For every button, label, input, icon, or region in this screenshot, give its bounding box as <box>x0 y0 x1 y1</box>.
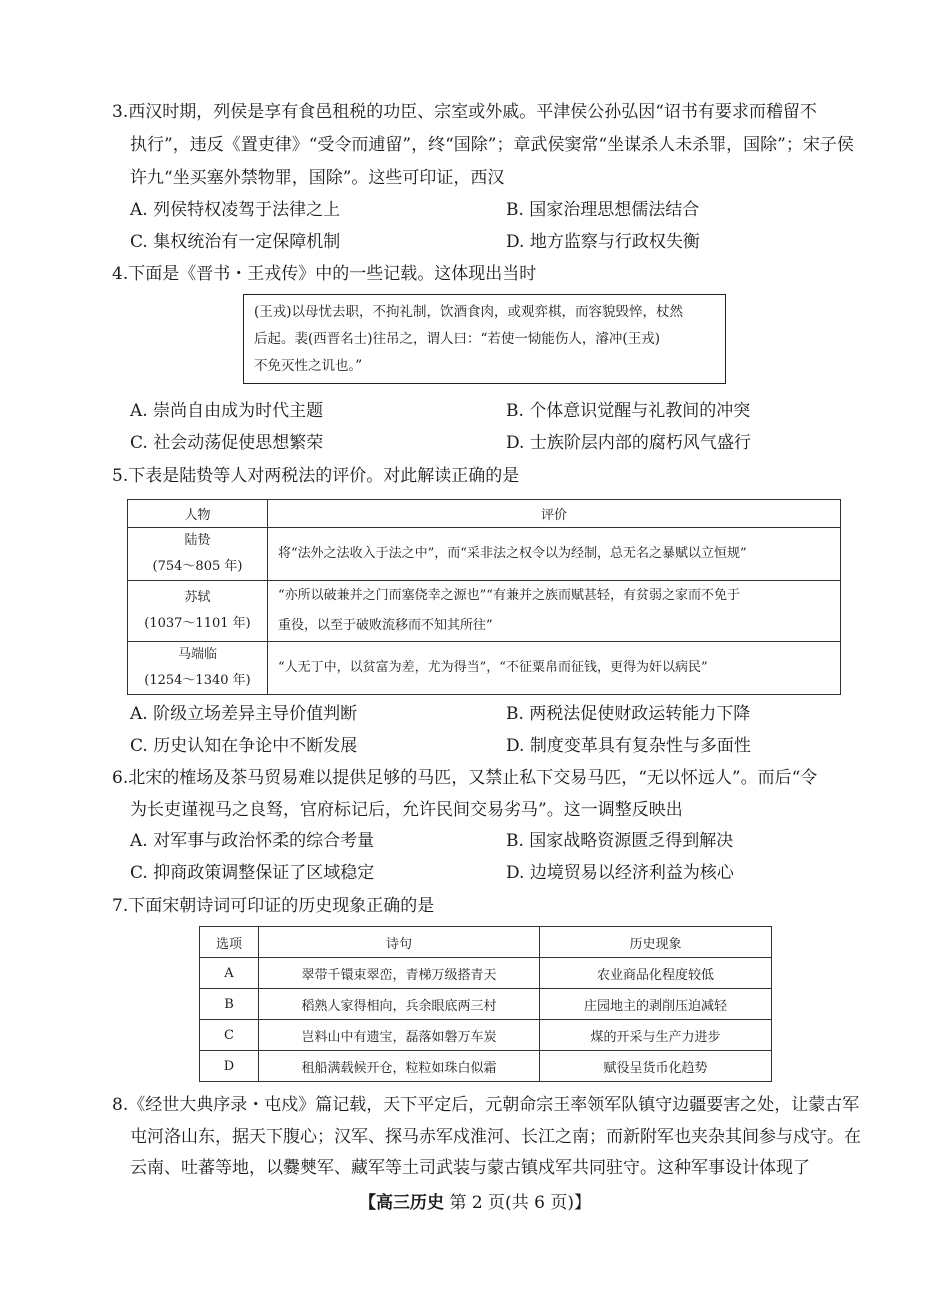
person-years: (1037～1101 年) <box>144 616 251 631</box>
poem-cell: 岂料山中有遗宝，磊落如磐万车炭 <box>259 1020 540 1051</box>
q5-option-d: D. 制度变革具有复杂性与多面性 <box>506 736 751 756</box>
option-cell: D <box>200 1051 259 1082</box>
q4-option-b: B. 个体意识觉醒与礼教间的冲突 <box>506 401 751 421</box>
q8-line-3: 云南、吐蕃等地，以爨僰军、藏军等土司武装与蒙古镇戍军共同驻守。这种军事设计体现了 <box>130 1158 810 1178</box>
table-row <box>128 528 841 581</box>
q5-option-b: B. 两税法促使财政运转能力下降 <box>506 704 751 724</box>
person-years: (754～805 年) <box>152 559 243 574</box>
poem-cell: 租船满载候开仓，粒粒如珠白似霜 <box>259 1051 540 1082</box>
person-cell <box>128 581 268 642</box>
option-cell: C <box>200 1020 259 1051</box>
person-name: 陆贽 <box>184 533 211 548</box>
q4-quote-box <box>243 294 726 384</box>
poem-cell: 翠带千镮束翠峦，青梯万级搭青天 <box>259 958 540 989</box>
q6-option-b: B. 国家战略资源匮乏得到解决 <box>506 831 734 851</box>
poem-cell: 稻熟人家得相向，兵余眼底两三村 <box>259 989 540 1020</box>
phenomenon-cell: 赋役呈货币化趋势 <box>540 1051 772 1082</box>
table-row <box>200 1020 772 1051</box>
footer-page-number: 第 2 页(共 6 页)】 <box>449 1193 591 1213</box>
person-cell <box>128 642 268 695</box>
q3-option-b: B. 国家治理思想儒法结合 <box>506 200 700 220</box>
footer-subject: 【高三历史 <box>359 1193 445 1213</box>
person-years: (1254～1340 年) <box>144 673 251 688</box>
eval-cell <box>268 642 841 695</box>
q6-line-2: 为长吏谨视马之良驽，官府标记后，允许民间交易劣马”。这一调整反映出 <box>130 800 683 820</box>
q5-table <box>127 499 841 695</box>
q4-quote-line-1: (王戎)以母忧去职，不拘礼制，饮酒食肉，或观弈棋，而容貌毁悴，杖然 <box>254 304 684 320</box>
q4-quote-line-2: 后起。裴(西晋名士)往吊之，谓人曰：“若使一恸能伤人，濬冲(王戎) <box>254 331 660 347</box>
eval-cell <box>268 528 841 581</box>
option-cell: A <box>200 958 259 989</box>
q4-option-c: C. 社会动荡促使思想繁荣 <box>130 433 324 453</box>
q6-line-1: 6.北宋的榷场及茶马贸易难以提供足够的马匹，又禁止私下交易马匹，“无以怀远人”。而后“令 <box>112 768 818 788</box>
header-poem: 诗句 <box>259 927 540 958</box>
q3-option-c: C. 集权统治有一定保障机制 <box>130 232 341 252</box>
q8-line-2: 屯河洛山东，据天下腹心；汉军、探马赤军戍淮河、长江之南；而新附军也夹杂其间参与戍守。在 <box>130 1127 861 1147</box>
table-row <box>128 581 841 642</box>
page-footer <box>0 1188 950 1218</box>
header-eval: 评价 <box>268 500 841 528</box>
phenomenon-cell: 煤的开采与生产力进步 <box>540 1020 772 1051</box>
person-name: 苏轼 <box>184 590 211 605</box>
q7-table <box>199 926 772 1082</box>
header-option: 选项 <box>200 927 259 958</box>
q4-option-d: D. 士族阶层内部的腐朽风气盛行 <box>506 433 751 453</box>
q7-stem: 7.下面宋朝诗词可印证的历史现象正确的是 <box>112 896 435 916</box>
person-cell <box>128 528 268 581</box>
q6-option-d: D. 边境贸易以经济利益为核心 <box>506 863 734 883</box>
eval-line: “人无丁中，以贫富为差，尤为得当”，“不征粟帛而征钱，更得为奸以病民” <box>278 660 708 675</box>
q4-option-a: A. 崇尚自由成为时代主题 <box>130 401 324 421</box>
table-header-row <box>200 927 772 958</box>
header-phenomenon: 历史现象 <box>540 927 772 958</box>
table-row <box>128 642 841 695</box>
phenomenon-cell: 庄园地主的剥削压迫减轻 <box>540 989 772 1020</box>
q5-stem: 5.下表是陆贽等人对两税法的评价。对此解读正确的是 <box>112 466 520 486</box>
eval-line: 重役，以至于破败流移而不知其所往” <box>278 618 493 633</box>
q6-option-a: A. 对军事与政治怀柔的综合考量 <box>130 831 375 851</box>
eval-line: “亦所以破兼并之门而塞侥幸之源也”“有兼并之族而赋甚轻，有贫弱之家而不免于 <box>278 588 740 603</box>
q4-stem: 4.下面是《晋书・王戎传》中的一些记载。这体现出当时 <box>112 264 537 284</box>
q4-quote-line-3: 不免灭性之讥也。” <box>254 358 363 374</box>
table-row <box>200 1051 772 1082</box>
q3-line-3: 许九“坐买塞外禁物罪，国除”。这些可印证，西汉 <box>130 168 505 188</box>
table-row <box>200 958 772 989</box>
q3-line-2: 执行”，违反《置吏律》“受令而逋留”，终“国除”；章武侯窦常“坐谋杀人未杀罪，国除”；宋子侯 <box>130 135 854 155</box>
q5-option-c: C. 历史认知在争论中不断发展 <box>130 736 358 756</box>
eval-line: 将“法外之法收入于法之中”，而“采非法之权令以为经制，总无名之暴赋以立恒规” <box>278 546 747 561</box>
phenomenon-cell: 农业商品化程度较低 <box>540 958 772 989</box>
q8-line-1: 8.《经世大典序录・屯戍》篇记载，天下平定后，元朝命宗王率领军队镇守边疆要害之处，让蒙古军 <box>112 1095 860 1115</box>
q6-option-c: C. 抑商政策调整保证了区域稳定 <box>130 863 375 883</box>
eval-cell <box>268 581 841 642</box>
q3-option-d: D. 地方监察与行政权失衡 <box>506 232 700 252</box>
table-row <box>200 989 772 1020</box>
q3-option-a: A. 列侯特权凌驾于法律之上 <box>130 200 341 220</box>
header-person: 人物 <box>128 500 268 528</box>
q3-line-1: 3.西汉时期，列侯是享有食邑租税的功臣、宗室或外戚。平津侯公孙弘因“诏书有要求而稽留不 <box>112 102 817 122</box>
option-cell: B <box>200 989 259 1020</box>
q5-option-a: A. 阶级立场差异主导价值判断 <box>130 704 358 724</box>
table-header-row <box>128 500 841 528</box>
person-name: 马端临 <box>177 647 217 662</box>
